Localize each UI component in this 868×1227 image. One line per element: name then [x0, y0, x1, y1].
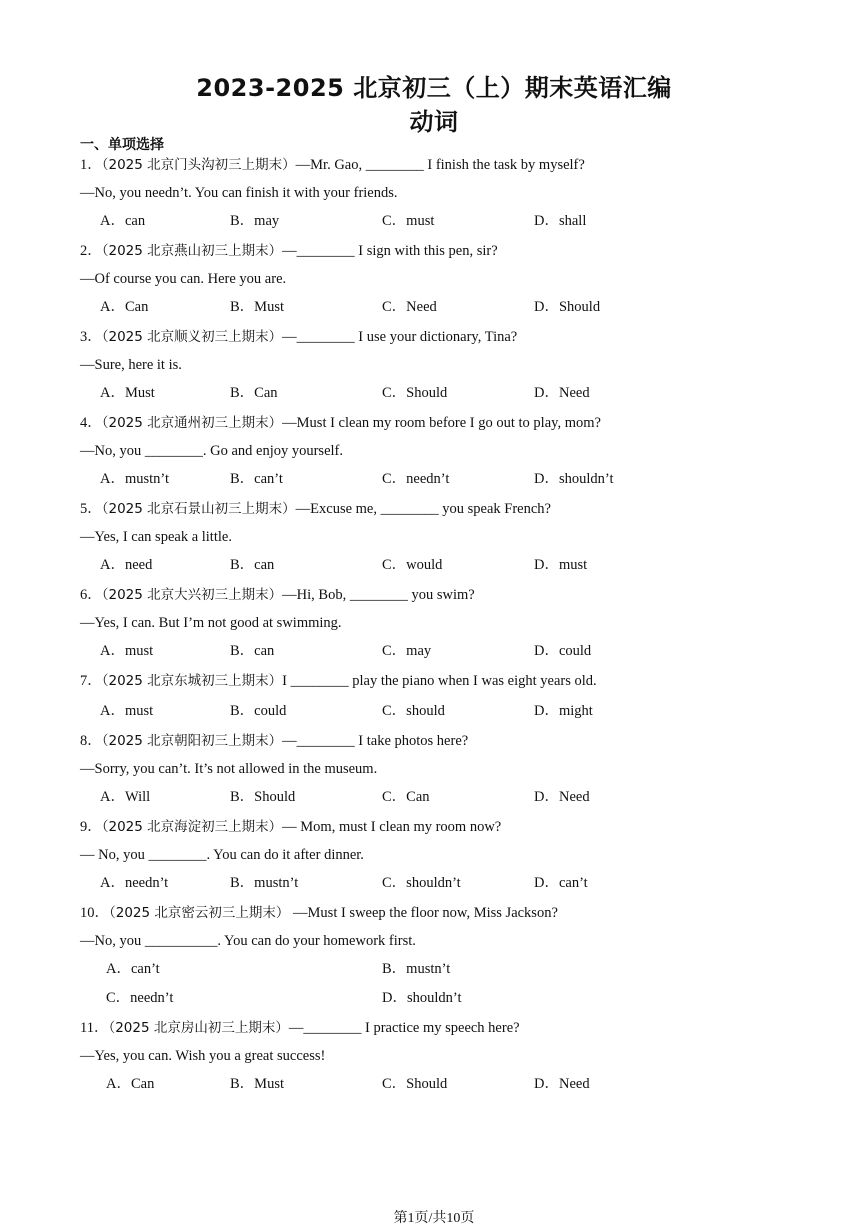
- question-2: 2．（2025 北京燕山初三上期末）—________ I sign with this pen, sir?: [80, 243, 498, 259]
- question-9-reply: — No, you ________. You can do it after dinner.: [80, 847, 364, 863]
- question-2-option-b: B．Must: [230, 299, 284, 315]
- question-5-reply: —Yes, I can speak a little.: [80, 529, 232, 545]
- question-7-option-c: C．should: [382, 703, 445, 719]
- question-8-reply: —Sorry, you can’t. It’s not allowed in the museum.: [80, 761, 378, 777]
- question-6-option-a: A．must: [100, 643, 154, 659]
- question-3-option-d: D．Need: [534, 385, 590, 401]
- question-6-reply: —Yes, I can. But I’m not good at swimming.: [80, 615, 342, 631]
- question-1-option-c: C．must: [382, 213, 435, 229]
- question-3-reply: —Sure, here it is.: [80, 357, 182, 373]
- page-footer: 第1页/共10页: [393, 1211, 475, 1226]
- question-1-option-a: A．can: [100, 213, 146, 229]
- question-10-option-c: C．needn’t: [106, 990, 174, 1006]
- question-7-option-a: A．must: [100, 703, 154, 719]
- question-11-option-d: D．Need: [534, 1076, 590, 1092]
- question-11-option-a: A．Can: [106, 1076, 155, 1092]
- question-1-option-d: D．shall: [534, 213, 587, 229]
- question-9-option-b: B．mustn’t: [230, 875, 299, 891]
- question-10-option-d: D．shouldn’t: [382, 990, 462, 1006]
- question-6-option-d: D．could: [534, 643, 592, 659]
- question-8-option-b: B．Should: [230, 789, 296, 805]
- question-7: 7．（2025 北京东城初三上期末）I ________ play the piano when I was eight years old.: [80, 673, 597, 689]
- question-11: 11．（2025 北京房山初三上期末）—________ I practice my speech here?: [80, 1020, 520, 1036]
- question-5-option-d: D．must: [534, 557, 588, 573]
- question-9: 9．（2025 北京海淀初三上期末）— Mom, must I clean my room now?: [80, 819, 502, 835]
- question-7-option-d: D．might: [534, 703, 593, 719]
- question-4-option-c: C．needn’t: [382, 471, 450, 487]
- question-8-option-c: C．Can: [382, 789, 430, 805]
- question-2-option-d: D．Should: [534, 299, 601, 315]
- question-8: 8．（2025 北京朝阳初三上期末）—________ I take photos here?: [80, 733, 469, 749]
- question-4-option-a: A．mustn’t: [100, 471, 170, 487]
- section-heading: 一、单项选择: [80, 137, 164, 153]
- question-3-option-b: B．Can: [230, 385, 278, 401]
- question-10-option-a: A．can’t: [106, 961, 160, 977]
- question-4-reply: —No, you ________. Go and enjoy yourself.: [80, 443, 343, 459]
- question-9-option-d: D．can’t: [534, 875, 588, 891]
- question-11-reply: —Yes, you can. Wish you a great success!: [80, 1048, 326, 1064]
- question-10-reply: —No, you __________. You can do your homework first.: [80, 933, 416, 949]
- question-6-option-b: B．can: [230, 643, 275, 659]
- question-4-option-b: B．can’t: [230, 471, 283, 487]
- question-1-option-b: B．may: [230, 213, 280, 229]
- question-9-option-a: A．needn’t: [100, 875, 169, 891]
- question-5-option-c: C．would: [382, 557, 443, 573]
- question-11-option-c: C．Should: [382, 1076, 448, 1092]
- document-title: 2023-2025 北京初三（上）期末英语汇编: [196, 74, 672, 102]
- question-1: 1．（2025 北京门头沟初三上期末）—Mr. Gao, ________ I finish the task by myself?: [80, 157, 585, 173]
- question-9-option-c: C．shouldn’t: [382, 875, 461, 891]
- question-5-option-b: B．can: [230, 557, 275, 573]
- document-subtitle: 动词: [409, 108, 459, 136]
- question-4: 4．（2025 北京通州初三上期末）—Must I clean my room before I go out to play, mom?: [80, 415, 601, 431]
- question-2-reply: —Of course you can. Here you are.: [80, 271, 287, 287]
- question-3-option-a: A．Must: [100, 385, 155, 401]
- question-2-option-a: A．Can: [100, 299, 149, 315]
- question-7-option-b: B．could: [230, 703, 287, 719]
- question-10: 10．（2025 北京密云初三上期末） —Must I sweep the floor now, Miss Jackson?: [80, 905, 558, 921]
- question-1-reply: —No, you needn’t. You can finish it with your friends.: [80, 185, 398, 201]
- question-8-option-a: A．Will: [100, 789, 151, 805]
- question-3: 3．（2025 北京顺义初三上期末）—________ I use your dictionary, Tina?: [80, 329, 518, 345]
- question-8-option-d: D．Need: [534, 789, 590, 805]
- question-4-option-d: D．shouldn’t: [534, 471, 614, 487]
- question-2-option-c: C．Need: [382, 299, 437, 315]
- question-11-option-b: B．Must: [230, 1076, 284, 1092]
- question-3-option-c: C．Should: [382, 385, 448, 401]
- question-10-option-b: B．mustn’t: [382, 961, 451, 977]
- question-6-option-c: C．may: [382, 643, 432, 659]
- question-6: 6．（2025 北京大兴初三上期末）—Hi, Bob, ________ you swim?: [80, 587, 475, 603]
- question-5: 5．（2025 北京石景山初三上期末）—Excuse me, ________ you speak French?: [80, 501, 551, 517]
- question-5-option-a: A．need: [100, 557, 153, 573]
